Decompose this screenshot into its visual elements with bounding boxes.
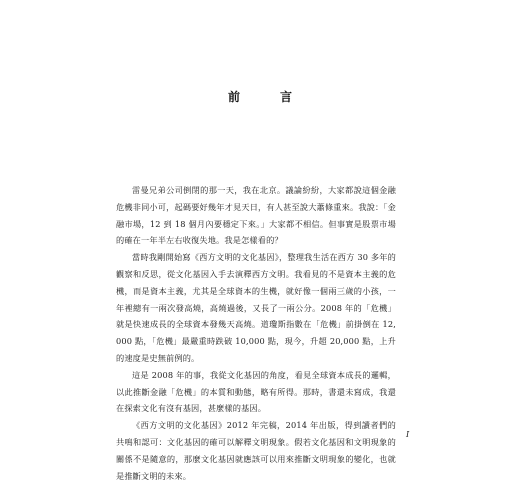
paragraph-1: 雷曼兄弟公司倒閉的那一天，我在北京。議論紛紛，大家都說這個金融危機非同小可，起碼要好幾年才見天日，有人甚至說大蕭條重來。我說：「金融市場，12 到 18 個月內要穩定下來。」大家都不相信。但事實是股票市場的確在一年半左右收復失地。我是怎樣看的？ bbox=[116, 185, 396, 246]
paragraph-4: 《西方文明的文化基因》2012 年完稿，2014 年出版，得到讀者們的共鳴和認可：文化基因的確可以解釋文明現象。假若文化基因和文明現象的關係不是隨意的，那麼文化基因就應該可以用來推斷文明現象的變化，也就是推斷文明的未來。 bbox=[116, 420, 396, 481]
paragraph-2: 當時我剛開始寫《西方文明的文化基因》，整理我生活在西方 30 多年的觀察和反思，從文化基因入手去演釋西方文明。我看見的不是資本主義的危機，而是資本主義，尤其是全球資本的生機，就好像一個兩三歲的小孩，一年裡總有一兩次發高燒，高燒過後，又長了一兩公分。2008 年的「危機」就是快速成長的全球資本發幾天高燒。道瓊斯指數在「危機」前掛倒在 12,000 點，「危機」最嚴重時跌破 10,000 點，現今，升超 20,000 點，上升的速度是史無前例的。 bbox=[116, 252, 396, 363]
paragraph-3: 這是 2008 年的事，我從文化基因的角度，看見全球資本成長的邏輯，以此推斷金融「危機」的本質和動態，略有所得。那時，書還未寫成，我還在探索文化有沒有基因，甚麼樣的基因。 bbox=[116, 369, 396, 414]
body-text bbox=[116, 182, 396, 484]
page-title: 前 言 bbox=[227, 90, 306, 104]
page-number: I bbox=[406, 430, 410, 439]
